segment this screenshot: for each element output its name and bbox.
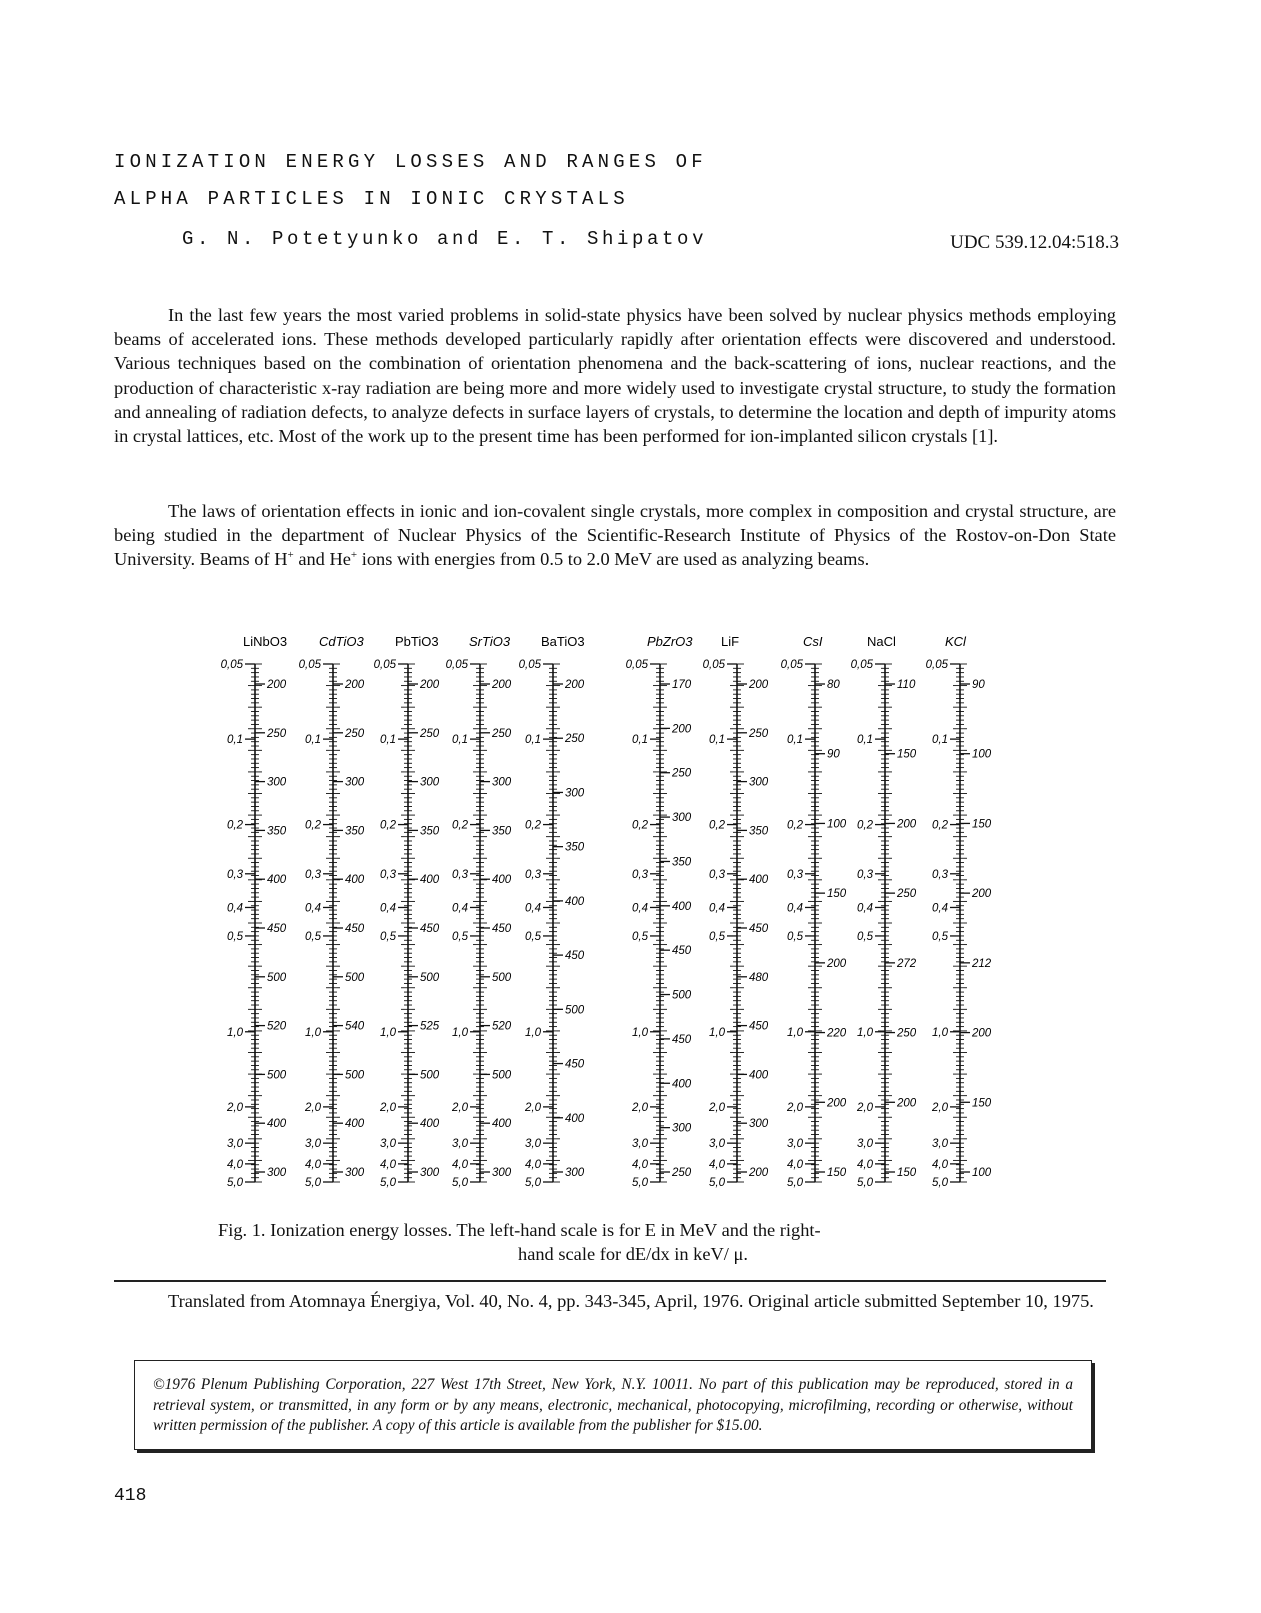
energy-label: 3,0 <box>857 1138 873 1151</box>
energy-label: 0,3 <box>525 868 541 881</box>
scale-name: KCl <box>945 634 966 649</box>
dedx-label: 200 <box>972 1027 992 1040</box>
scale-kcl <box>926 634 992 1189</box>
dedx-label: 200 <box>267 679 287 691</box>
energy-label: 0,3 <box>857 868 873 881</box>
energy-label: 2,0 <box>525 1101 541 1114</box>
energy-label: 0,1 <box>227 734 243 747</box>
dedx-label: 200 <box>345 679 365 691</box>
energy-label: 2,0 <box>227 1101 243 1114</box>
dedx-label: 250 <box>672 767 692 780</box>
dedx-label: 250 <box>565 733 585 746</box>
energy-label: 0,4 <box>380 902 396 915</box>
copyright-text: ©1976 Plenum Publishing Corporation, 227 West 17th Street, New York, N.Y. 10011. No part of this publication may be reproduced, stored in a retrieval system, or transmitted, in any form or by any means, electronic, mechanical, photocopying, microfilming, recording or otherwise, without written permission of the publisher. A copy of this article is available from the publisher for $15.00. <box>153 1376 1073 1434</box>
energy-label: 0,05 <box>373 659 396 671</box>
energy-label: 0,1 <box>632 734 648 747</box>
energy-label: 5,0 <box>305 1177 321 1189</box>
dedx-label: 520 <box>492 1020 512 1033</box>
dedx-label: 450 <box>672 1033 692 1046</box>
energy-label: 4,0 <box>632 1158 648 1171</box>
article-title <box>114 144 707 218</box>
dedx-label: 350 <box>420 825 440 838</box>
dedx-label: 350 <box>345 825 365 838</box>
energy-label: 1,0 <box>380 1026 396 1039</box>
energy-label: 0,4 <box>932 902 948 915</box>
scale-lif <box>703 634 769 1189</box>
energy-label: 5,0 <box>380 1177 396 1189</box>
energy-label: 0,2 <box>525 819 541 832</box>
dedx-label: 100 <box>972 748 992 761</box>
dedx-label: 400 <box>492 874 512 887</box>
energy-label: 1,0 <box>787 1026 803 1039</box>
energy-label: 0,4 <box>227 902 243 915</box>
energy-label: 0,3 <box>932 868 948 881</box>
energy-label: 3,0 <box>305 1138 321 1151</box>
energy-label: 5,0 <box>709 1177 725 1189</box>
energy-label: 0,05 <box>625 659 648 671</box>
scale-name: PbTiO3 <box>395 634 439 649</box>
title-line-2: ALPHA PARTICLES IN IONIC CRYSTALS <box>114 188 629 210</box>
energy-label: 0,5 <box>632 930 648 943</box>
dedx-label: 350 <box>267 825 287 838</box>
dedx-label: 200 <box>827 957 847 970</box>
energy-label: 0,1 <box>787 734 803 747</box>
scale-pbzro3 <box>626 634 694 1189</box>
energy-label: 4,0 <box>452 1158 468 1171</box>
dedx-label: 300 <box>420 1167 440 1179</box>
scale-name: NaCl <box>867 634 896 649</box>
dedx-label: 90 <box>827 748 840 761</box>
paragraph-2-text-a: The laws of orientation effects in ionic and ion-covalent single crystals, more complex in composition and crystal structure, are being studied in the department of Nuclear Physics of the Scientific-Research Institute of Physics of the Rostov-on-Don State University. Beams of H <box>114 501 1116 570</box>
dedx-label: 350 <box>672 856 692 869</box>
dedx-label: 300 <box>749 776 769 789</box>
energy-label: 0,5 <box>709 930 725 943</box>
energy-label: 4,0 <box>787 1158 803 1171</box>
footnote-rule <box>114 1280 1106 1282</box>
authors: G. N. Potetyunko and E. T. Shipatov <box>182 228 708 250</box>
energy-label: 3,0 <box>709 1138 725 1151</box>
energy-label: 4,0 <box>305 1158 321 1171</box>
dedx-label: 300 <box>345 1167 365 1179</box>
dedx-label: 200 <box>492 679 512 691</box>
energy-label: 0,5 <box>932 930 948 943</box>
dedx-label: 212 <box>972 957 992 970</box>
dedx-label: 200 <box>749 679 769 691</box>
energy-label: 0,05 <box>925 659 948 671</box>
dedx-label: 500 <box>492 971 512 984</box>
figure-caption <box>218 1218 1018 1266</box>
dedx-label: 500 <box>345 971 365 984</box>
dedx-label: 272 <box>897 957 917 970</box>
dedx-label: 250 <box>267 727 287 740</box>
energy-label: 0,4 <box>305 902 321 915</box>
dedx-label: 150 <box>897 748 917 761</box>
energy-label: 5,0 <box>227 1177 243 1189</box>
energy-label: 3,0 <box>380 1138 396 1151</box>
copyright-box <box>134 1360 1092 1450</box>
energy-label: 0,5 <box>787 930 803 943</box>
energy-label: 0,5 <box>452 930 468 943</box>
energy-label: 0,2 <box>305 819 321 832</box>
scale-name: LiF <box>721 634 740 649</box>
energy-label: 1,0 <box>452 1026 468 1039</box>
dedx-label: 200 <box>827 1097 847 1110</box>
scale-csi <box>781 634 847 1189</box>
dedx-label: 250 <box>492 727 512 740</box>
dedx-label: 300 <box>345 776 365 789</box>
scale-name: SrTiO3 <box>469 634 511 649</box>
energy-label: 4,0 <box>857 1158 873 1171</box>
superscript-plus: + <box>350 549 358 562</box>
energy-label: 0,2 <box>787 819 803 832</box>
dedx-label: 450 <box>345 923 365 935</box>
dedx-label: 400 <box>345 1118 365 1131</box>
dedx-label: 400 <box>345 874 365 887</box>
superscript-plus: + <box>287 549 294 562</box>
energy-label: 1,0 <box>857 1026 873 1039</box>
dedx-label: 170 <box>672 679 692 691</box>
dedx-label: 300 <box>420 776 440 789</box>
caption-line-1: Fig. 1. Ionization energy losses. The left-hand scale is for E in MeV and the right- <box>218 1220 821 1240</box>
dedx-label: 450 <box>749 1020 769 1033</box>
dedx-label: 500 <box>345 1069 365 1082</box>
energy-label: 3,0 <box>632 1138 648 1151</box>
energy-label: 0,2 <box>632 819 648 832</box>
dedx-label: 200 <box>565 679 585 691</box>
scale-name: CsI <box>803 634 823 649</box>
energy-label: 0,5 <box>857 930 873 943</box>
dedx-label: 300 <box>565 787 585 800</box>
scale-nacl <box>851 634 917 1189</box>
energy-label: 0,4 <box>787 902 803 915</box>
scale-batio3 <box>519 634 585 1189</box>
energy-label: 2,0 <box>787 1101 803 1114</box>
energy-label: 0,2 <box>380 819 396 832</box>
energy-label: 5,0 <box>857 1177 873 1189</box>
energy-label: 4,0 <box>227 1158 243 1171</box>
dedx-label: 250 <box>749 727 769 740</box>
scale-name: PbZrO3 <box>647 634 693 649</box>
dedx-label: 150 <box>897 1167 917 1179</box>
paragraph-2-text-b: and He <box>293 549 351 570</box>
caption-line-2: hand scale for dE/dx in keV/ μ. <box>518 1244 748 1264</box>
dedx-label: 450 <box>672 945 692 958</box>
dedx-label: 400 <box>672 900 692 913</box>
paragraph-1: In the last few years the most varied problems in solid-state physics have been solved by nuclear physics methods employing beams of accelerated ions. These methods developed particularly rapidly after orientation effects were discovered and understood. Various techniques based on the combination of orientation phenomena and the back-scattering of ions, nuclear reactions, and the production of characteristic x-ray radiation are being more and more widely used to investigate crystal structure, to study the formation and annealing of radiation defects, to analyze defects in surface layers of crystals, to determine the location and depth of impurity atoms in crystal lattices, etc. Most of the work up to the present time has been performed for ion-implanted silicon crystals [1]. <box>114 305 1116 447</box>
dedx-label: 350 <box>565 841 585 854</box>
energy-label: 4,0 <box>932 1158 948 1171</box>
energy-label: 3,0 <box>787 1138 803 1151</box>
dedx-label: 200 <box>420 679 440 691</box>
dedx-label: 520 <box>267 1020 287 1033</box>
dedx-label: 220 <box>827 1027 847 1040</box>
energy-label: 5,0 <box>787 1177 803 1189</box>
dedx-label: 200 <box>749 1167 769 1179</box>
dedx-label: 300 <box>672 812 692 825</box>
energy-label: 1,0 <box>709 1026 725 1039</box>
dedx-label: 250 <box>897 1027 917 1040</box>
energy-label: 5,0 <box>632 1177 648 1189</box>
nomogram-figure <box>215 632 1015 1222</box>
dedx-label: 480 <box>749 971 769 984</box>
dedx-label: 500 <box>565 1004 585 1017</box>
energy-label: 0,2 <box>857 819 873 832</box>
energy-label: 0,3 <box>305 868 321 881</box>
page-number: 418 <box>114 1486 147 1506</box>
energy-label: 0,05 <box>298 659 321 671</box>
scale-srtio3 <box>446 634 512 1189</box>
energy-label: 2,0 <box>632 1101 648 1114</box>
dedx-label: 500 <box>267 1069 287 1082</box>
energy-label: 0,2 <box>227 819 243 832</box>
energy-label: 3,0 <box>452 1138 468 1151</box>
scale-cdtio3 <box>299 634 365 1189</box>
udc-code: UDC 539.12.04:518.3 <box>950 232 1119 253</box>
energy-label: 0,5 <box>380 930 396 943</box>
energy-label: 5,0 <box>452 1177 468 1189</box>
energy-label: 3,0 <box>932 1138 948 1151</box>
energy-label: 0,3 <box>632 868 648 881</box>
energy-label: 0,05 <box>702 659 725 671</box>
energy-label: 3,0 <box>227 1138 243 1151</box>
dedx-label: 100 <box>827 818 847 831</box>
energy-label: 2,0 <box>932 1101 948 1114</box>
dedx-label: 250 <box>345 727 365 740</box>
energy-label: 4,0 <box>525 1158 541 1171</box>
nomogram <box>215 632 1015 1217</box>
energy-label: 0,3 <box>227 868 243 881</box>
dedx-label: 500 <box>267 971 287 984</box>
energy-label: 0,5 <box>227 930 243 943</box>
dedx-label: 200 <box>897 818 917 831</box>
scale-name: LiNbO3 <box>243 634 288 649</box>
dedx-label: 400 <box>672 1078 692 1091</box>
dedx-label: 500 <box>420 1069 440 1082</box>
dedx-label: 250 <box>672 1167 692 1179</box>
dedx-label: 450 <box>420 923 440 935</box>
paragraph-2-text-c: ions with energies from 0.5 to 2.0 MeV are used as analyzing beams. <box>357 549 870 570</box>
dedx-label: 250 <box>420 727 440 740</box>
energy-label: 0,2 <box>932 819 948 832</box>
energy-label: 0,3 <box>787 868 803 881</box>
dedx-label: 400 <box>565 1112 585 1125</box>
energy-label: 2,0 <box>452 1101 468 1114</box>
dedx-label: 80 <box>827 679 840 691</box>
energy-label: 4,0 <box>380 1158 396 1171</box>
dedx-label: 300 <box>267 1167 287 1179</box>
dedx-label: 500 <box>672 989 692 1002</box>
energy-label: 2,0 <box>305 1101 321 1114</box>
dedx-label: 540 <box>345 1020 365 1033</box>
dedx-label: 350 <box>492 825 512 838</box>
energy-label: 1,0 <box>932 1026 948 1039</box>
dedx-label: 400 <box>420 1118 440 1131</box>
dedx-label: 400 <box>749 1069 769 1082</box>
energy-label: 1,0 <box>632 1026 648 1039</box>
dedx-label: 500 <box>420 971 440 984</box>
dedx-label: 300 <box>267 776 287 789</box>
energy-label: 0,1 <box>857 734 873 747</box>
dedx-label: 400 <box>749 874 769 887</box>
scale-name: CdTiO3 <box>319 634 364 649</box>
dedx-label: 300 <box>492 776 512 789</box>
energy-label: 0,4 <box>857 902 873 915</box>
dedx-label: 150 <box>972 1097 992 1110</box>
energy-label: 0,1 <box>380 734 396 747</box>
dedx-label: 300 <box>672 1122 692 1135</box>
energy-label: 0,5 <box>525 930 541 943</box>
energy-label: 0,4 <box>709 902 725 915</box>
dedx-label: 250 <box>897 888 917 901</box>
energy-label: 0,3 <box>380 868 396 881</box>
dedx-label: 525 <box>420 1020 440 1033</box>
dedx-label: 300 <box>565 1167 585 1179</box>
energy-label: 5,0 <box>932 1177 948 1189</box>
dedx-label: 450 <box>749 923 769 935</box>
dedx-label: 200 <box>672 723 692 736</box>
energy-label: 0,05 <box>780 659 803 671</box>
energy-label: 0,5 <box>305 930 321 943</box>
dedx-label: 500 <box>492 1069 512 1082</box>
energy-label: 1,0 <box>525 1026 541 1039</box>
energy-label: 0,2 <box>452 819 468 832</box>
dedx-label: 150 <box>827 1167 847 1179</box>
energy-label: 0,1 <box>709 734 725 747</box>
energy-label: 0,05 <box>445 659 468 671</box>
dedx-label: 400 <box>267 874 287 887</box>
dedx-label: 300 <box>749 1118 769 1131</box>
energy-label: 2,0 <box>380 1101 396 1114</box>
scale-name: BaTiO3 <box>541 634 585 649</box>
dedx-label: 400 <box>492 1118 512 1131</box>
energy-label: 0,05 <box>220 659 243 671</box>
dedx-label: 90 <box>972 679 985 691</box>
dedx-label: 400 <box>267 1118 287 1131</box>
energy-label: 0,3 <box>452 868 468 881</box>
dedx-label: 200 <box>897 1097 917 1110</box>
title-line-1: IONIZATION ENERGY LOSSES AND RANGES OF <box>114 151 707 173</box>
dedx-label: 100 <box>972 1167 992 1179</box>
dedx-label: 150 <box>972 818 992 831</box>
dedx-label: 150 <box>827 888 847 901</box>
energy-label: 0,4 <box>632 902 648 915</box>
dedx-label: 300 <box>492 1167 512 1179</box>
dedx-label: 450 <box>267 923 287 935</box>
energy-label: 5,0 <box>525 1177 541 1189</box>
dedx-label: 450 <box>565 950 585 963</box>
dedx-label: 450 <box>565 1058 585 1071</box>
energy-label: 4,0 <box>709 1158 725 1171</box>
energy-label: 2,0 <box>709 1101 725 1114</box>
energy-label: 0,3 <box>709 868 725 881</box>
energy-label: 0,05 <box>518 659 541 671</box>
energy-label: 0,05 <box>850 659 873 671</box>
dedx-label: 200 <box>972 888 992 901</box>
paragraph-2 <box>114 499 1116 572</box>
energy-label: 1,0 <box>305 1026 321 1039</box>
scale-linbo3 <box>221 634 287 1189</box>
energy-label: 3,0 <box>525 1138 541 1151</box>
energy-label: 0,1 <box>932 734 948 747</box>
dedx-label: 400 <box>565 895 585 908</box>
energy-label: 2,0 <box>857 1101 873 1114</box>
dedx-label: 110 <box>897 679 916 691</box>
dedx-label: 450 <box>492 923 512 935</box>
translation-note: Translated from Atomnaya Énergiya, Vol. 40, No. 4, pp. 343-345, April, 1976. Original article submitted September 10, 1975. <box>168 1291 1094 1311</box>
energy-label: 0,4 <box>452 902 468 915</box>
energy-label: 0,1 <box>525 734 541 747</box>
energy-label: 0,2 <box>709 819 725 832</box>
scale-pbtio3 <box>374 634 440 1189</box>
energy-label: 0,1 <box>305 734 321 747</box>
energy-label: 1,0 <box>227 1026 243 1039</box>
energy-label: 0,4 <box>525 902 541 915</box>
dedx-label: 350 <box>749 825 769 838</box>
dedx-label: 400 <box>420 874 440 887</box>
energy-label: 0,1 <box>452 734 468 747</box>
